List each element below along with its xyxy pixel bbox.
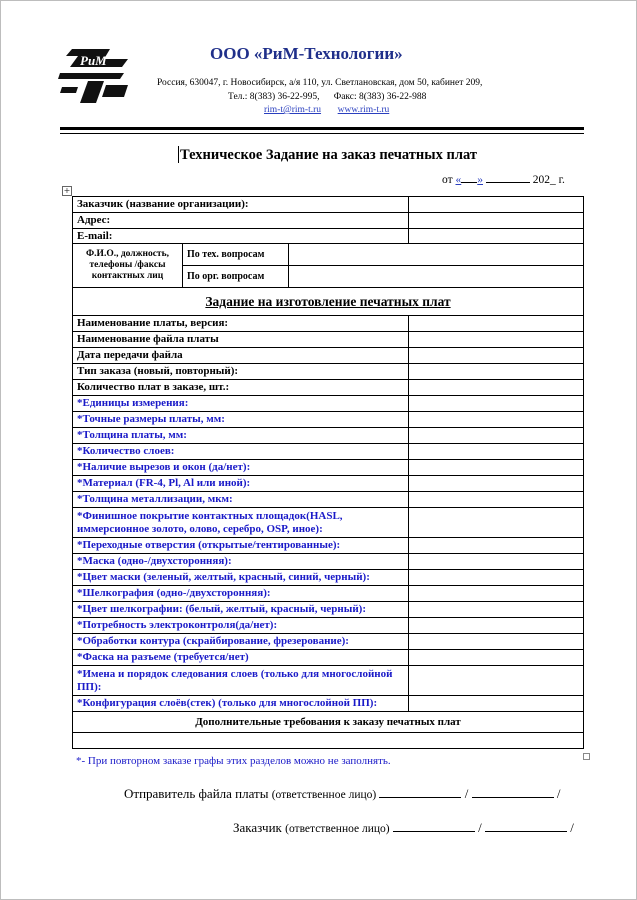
task-row-label: *Толщина платы, мм:	[73, 428, 409, 444]
company-address: Россия, 630047, г. Новосибирск, а/я 110, ул. Светлановская, дом 50, кабинет 209,	[157, 78, 483, 88]
contact-label: Ф.И.О., должность, телефоны /факсы контактных лиц	[73, 244, 183, 288]
email-value[interactable]	[409, 229, 584, 244]
task-row-label: *Обработки контура (скрайбирование, фрезерование):	[73, 634, 409, 650]
customer-signature-line: Заказчик (ответственное лицо) / /	[233, 820, 574, 835]
org-label: Заказчик (название организации):	[73, 197, 409, 213]
task-row-label: *Финишное покрытие контактных площадок(HASL, иммерсионное золото, олово, серебро, OSP, иное):	[73, 508, 409, 538]
task-rows	[73, 316, 584, 712]
task-row	[73, 428, 584, 444]
footnote: *- При повторном заказе графы этих разделов можно не заполнять.	[76, 755, 391, 767]
task-row-label: *Количество слоев:	[73, 444, 409, 460]
company-contacts	[264, 105, 637, 115]
task-row	[73, 602, 584, 618]
task-row	[73, 586, 584, 602]
task-row	[73, 618, 584, 634]
task-row	[73, 696, 584, 712]
task-row	[73, 570, 584, 586]
task-row-label: *Наличие вырезов и окон (да/нет):	[73, 460, 409, 476]
tech-label: По тех. вопросам	[183, 244, 289, 266]
document-title: Техническое Задание на заказ печатных плат	[180, 147, 477, 163]
table-move-icon[interactable]: +	[63, 186, 71, 195]
task-row-value[interactable]	[409, 380, 584, 396]
company-phones	[228, 92, 637, 102]
task-row	[73, 332, 584, 348]
task-row	[73, 412, 584, 428]
task-row-value[interactable]	[409, 634, 584, 650]
task-row	[73, 508, 584, 538]
text-cursor	[178, 146, 179, 163]
task-row	[73, 634, 584, 650]
task-row-value[interactable]	[409, 602, 584, 618]
task-row-label: *Маска (одно-/двухсторонняя):	[73, 554, 409, 570]
task-row-label: *Материал (FR-4, Pl, Al или иной):	[73, 476, 409, 492]
task-row-label: *Имена и порядок следования слоев (только для многослойной ПП):	[73, 666, 409, 696]
task-row-value[interactable]	[409, 650, 584, 666]
task-row	[73, 460, 584, 476]
header-divider-thick	[60, 127, 584, 130]
task-row	[73, 666, 584, 696]
task-row-value[interactable]	[409, 570, 584, 586]
task-row	[73, 396, 584, 412]
task-row-value[interactable]	[409, 666, 584, 696]
website-link[interactable]: www.rim-t.ru	[337, 105, 390, 115]
task-row	[73, 538, 584, 554]
task-row-value[interactable]	[409, 696, 584, 712]
additional-title: Дополнительные требования к заказу печатных плат	[73, 712, 584, 733]
task-row-value[interactable]	[409, 444, 584, 460]
task-row-label: *Точные размеры платы, мм:	[73, 412, 409, 428]
order-form-table	[72, 196, 584, 749]
task-row-label: Тип заказа (новый, повторный):	[73, 364, 409, 380]
address-label: Адрес:	[73, 213, 409, 229]
task-row-label: Количество плат в заказе, шт.:	[73, 380, 409, 396]
task-row-label: Дата передачи файла	[73, 348, 409, 364]
customer-name-field[interactable]	[393, 830, 475, 832]
sender-signature-line: Отправитель файла платы (ответственное лицо) / /	[124, 786, 561, 801]
svg-text:РиМ: РиМ	[80, 53, 107, 68]
task-row	[73, 476, 584, 492]
task-row-value[interactable]	[409, 508, 584, 538]
task-row-value[interactable]	[409, 618, 584, 634]
email-label: E-mail:	[73, 229, 409, 244]
task-row-label: *Потребность электроконтроля(да/нет):	[73, 618, 409, 634]
fax: Факс: 8(383) 36-22-988	[333, 92, 427, 102]
org-value[interactable]	[409, 197, 584, 213]
sender-name-field[interactable]	[379, 796, 461, 798]
task-row-value[interactable]	[409, 396, 584, 412]
customer-sign-field[interactable]	[485, 830, 567, 832]
table-resize-handle[interactable]	[583, 753, 590, 760]
company-logo	[58, 47, 130, 105]
email-link[interactable]: rim-t@rim-t.ru	[264, 105, 322, 115]
task-row-label: *Шелкография (одно-/двухсторонняя):	[73, 586, 409, 602]
task-row	[73, 348, 584, 364]
header-divider-thin	[60, 133, 584, 134]
task-row-value[interactable]	[409, 332, 584, 348]
task-row-label: *Переходные отверстия (открытые/тентированные):	[73, 538, 409, 554]
task-row-label: *Цвет шелкографии: (белый, желтый, красный, черный):	[73, 602, 409, 618]
task-row-value[interactable]	[409, 554, 584, 570]
org-questions-value[interactable]	[289, 266, 584, 288]
additional-value[interactable]	[73, 733, 584, 749]
task-row-value[interactable]	[409, 428, 584, 444]
task-row	[73, 650, 584, 666]
task-row-value[interactable]	[409, 316, 584, 332]
task-row-label: *Единицы измерения:	[73, 396, 409, 412]
task-row-value[interactable]	[409, 586, 584, 602]
task-row-label: *Конфигурация слоёв(стек) (только для многослойной ПП):	[73, 696, 409, 712]
task-row-value[interactable]	[409, 412, 584, 428]
task-row-label: Наименование платы, версия:	[73, 316, 409, 332]
org-questions-label: По орг. вопросам	[183, 266, 289, 288]
sender-sign-field[interactable]	[472, 796, 554, 798]
phone: Тел.: 8(383) 36-22-995,	[228, 92, 320, 102]
task-row	[73, 554, 584, 570]
task-row	[73, 316, 584, 332]
address-value[interactable]	[409, 213, 584, 229]
task-row	[73, 380, 584, 396]
task-row-value[interactable]	[409, 364, 584, 380]
task-row-label: *Толщина металлизации, мкм:	[73, 492, 409, 508]
task-row-value[interactable]	[409, 492, 584, 508]
task-section-title: Задание на изготовление печатных плат	[73, 288, 584, 316]
task-row-value[interactable]	[409, 476, 584, 492]
date-line: от « » 202_ г.	[442, 174, 565, 186]
task-row-label: *Цвет маски (зеленый, желтый, красный, синий, черный):	[73, 570, 409, 586]
company-name: ООО «РиМ-Технологии»	[210, 44, 403, 63]
task-row	[73, 492, 584, 508]
task-row-value[interactable]	[409, 348, 584, 364]
task-row-label: *Фаска на разъеме (требуется/нет)	[73, 650, 409, 666]
tech-value[interactable]	[289, 244, 584, 266]
task-row-value[interactable]	[409, 460, 584, 476]
task-row-value[interactable]	[409, 538, 584, 554]
task-row-label: Наименование файла платы	[73, 332, 409, 348]
task-row	[73, 364, 584, 380]
task-row	[73, 444, 584, 460]
